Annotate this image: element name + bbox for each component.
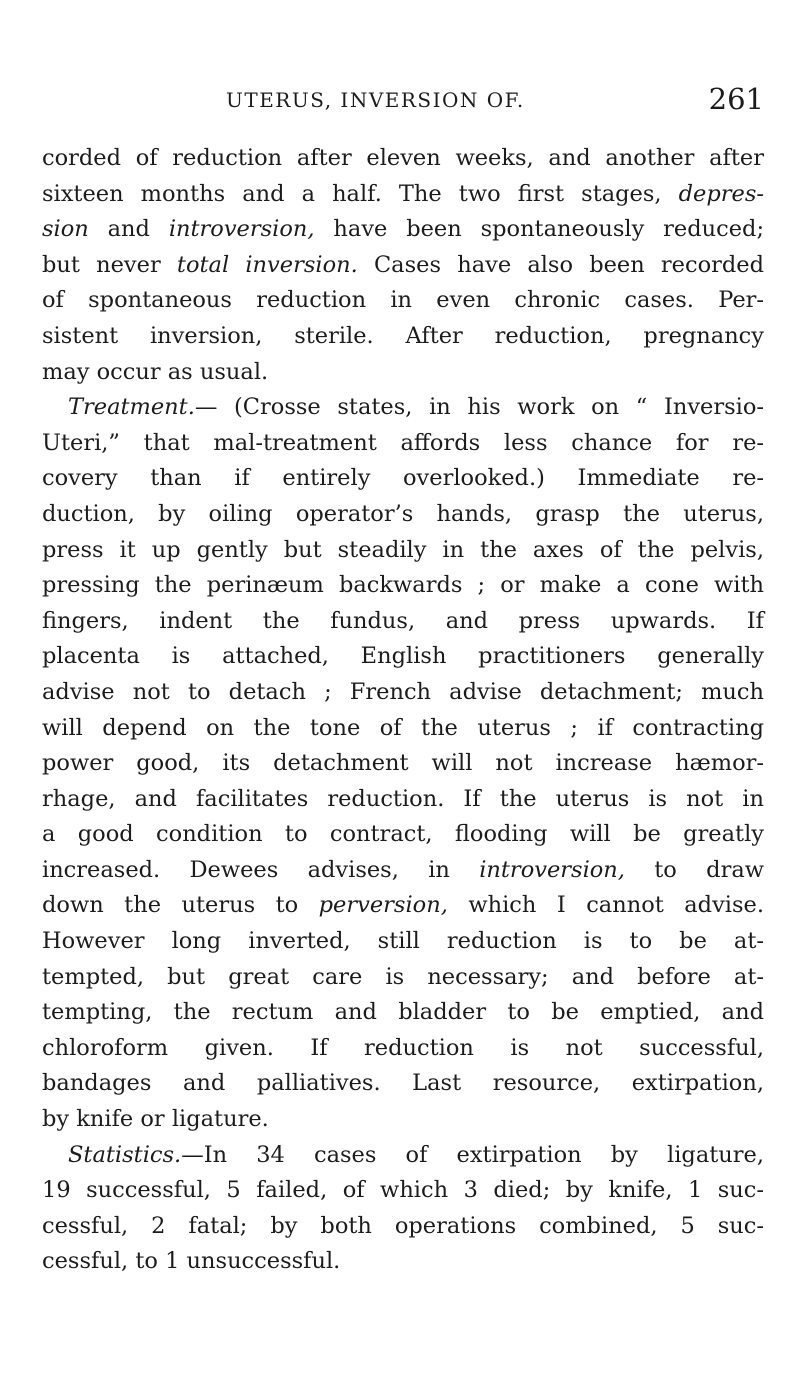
text-line [42, 675, 764, 711]
text-line [42, 639, 764, 675]
line-text: duction, by oiling operator’s hands, grasp the uterus, [42, 500, 764, 527]
text-line [42, 497, 764, 533]
line-text: Cases have also been recorded [373, 251, 765, 278]
line-text: — (Crosse states, in his work on “ Inversio- [194, 394, 764, 421]
line-text: press it up gently but steadily in the axes of the pelvis, [42, 536, 764, 563]
text-line [42, 746, 764, 782]
text-line [42, 1209, 764, 1245]
text-line [42, 853, 764, 889]
line-text: chloroform given. If reduction is not successful, [42, 1034, 764, 1061]
text-line [42, 960, 764, 996]
line-text: 19 successful, 5 failed, of which 3 died; by knife, 1 suc- [42, 1177, 764, 1204]
line-text: sixteen months and a half. The two first stages, [42, 180, 662, 207]
text-line [42, 817, 764, 853]
line-text: power good, its detachment will not increase hæmor- [42, 750, 764, 777]
line-text: have been spontaneously reduced; [333, 216, 765, 243]
section-heading: Treatment. [68, 394, 195, 421]
running-title: UTERUS, INVERSION OF. [226, 88, 525, 112]
running-head [42, 84, 764, 124]
text-line [42, 141, 764, 177]
line-text: tempting, the rectum and bladder to be emptied, and [42, 999, 764, 1026]
line-text: covery than if entirely overlooked.) Immediate re- [42, 465, 764, 492]
line-text: However long inverted, still reduction is to be at- [42, 928, 764, 955]
text-line [42, 283, 764, 319]
text-line [42, 711, 764, 747]
line-text: cessful, 2 fatal; by both operations combined, 5 suc- [42, 1212, 764, 1239]
text-line [42, 533, 764, 569]
line-text: placenta is attached, English practitioners generally [42, 643, 764, 670]
italic-term: sion [42, 216, 89, 243]
text-line [42, 1031, 764, 1067]
line-text: but never [42, 251, 161, 278]
line-text: rhage, and facilitates reduction. If the uterus is not in [42, 785, 764, 812]
line-text: of spontaneous reduction in even chronic cases. Per- [42, 287, 764, 314]
text-line [42, 1066, 764, 1102]
body-text [42, 141, 764, 1280]
text-line [42, 390, 764, 426]
text-line [42, 248, 764, 284]
page-number: 261 [708, 82, 764, 116]
line-text: —In 34 cases of extirpation by ligature, [181, 1141, 764, 1168]
italic-term: introversion, [479, 856, 625, 883]
line-text: Uteri,” that mal-treatment affords less chance for re- [42, 429, 764, 456]
italic-term: perversion, [318, 892, 448, 919]
text-line [42, 177, 764, 213]
text-line [42, 1173, 764, 1209]
line-text: advise not to detach ; French advise detachment; much [42, 678, 764, 705]
line-text: to draw [654, 856, 764, 883]
text-line [42, 426, 764, 462]
text-line [42, 319, 764, 355]
text-line [42, 568, 764, 604]
line-text: bandages and palliatives. Last resource, extirpation, [42, 1070, 764, 1097]
line-text: cessful, to 1 unsuccessful. [42, 1248, 341, 1275]
italic-term: introversion, [168, 216, 315, 243]
text-line [42, 782, 764, 818]
text-line [42, 1138, 764, 1174]
line-text: down the uterus to [42, 892, 299, 919]
text-line [42, 355, 764, 391]
line-text: fingers, indent the fundus, and press upwards. If [42, 607, 764, 634]
line-text: sistent inversion, sterile. After reduction, pregnancy [42, 322, 764, 349]
line-text: by knife or ligature. [42, 1106, 269, 1133]
text-line [42, 995, 764, 1031]
text-line [42, 604, 764, 640]
section-heading: Statistics. [68, 1141, 182, 1168]
line-text: which I cannot advise. [468, 892, 764, 919]
text-line [42, 1244, 764, 1280]
line-text: corded of reduction after eleven weeks, and another after [42, 145, 764, 171]
text-line [42, 924, 764, 960]
italic-term: depres- [678, 180, 764, 207]
italic-term: total inversion. [176, 251, 358, 278]
line-text: pressing the perinæum backwards ; or make a cone with [42, 572, 764, 599]
line-text: a good condition to contract, flooding will be greatly [42, 821, 764, 848]
text-line [42, 888, 764, 924]
text-line [42, 1102, 764, 1138]
line-text: increased. Dewees advises, in [42, 856, 450, 883]
text-line [42, 461, 764, 497]
text-line [42, 212, 764, 248]
line-text: tempted, but great care is necessary; and before at- [42, 963, 764, 990]
line-text: may occur as usual. [42, 358, 269, 385]
line-text: and [107, 216, 150, 243]
line-text: will depend on the tone of the uterus ; if contracting [42, 714, 764, 741]
